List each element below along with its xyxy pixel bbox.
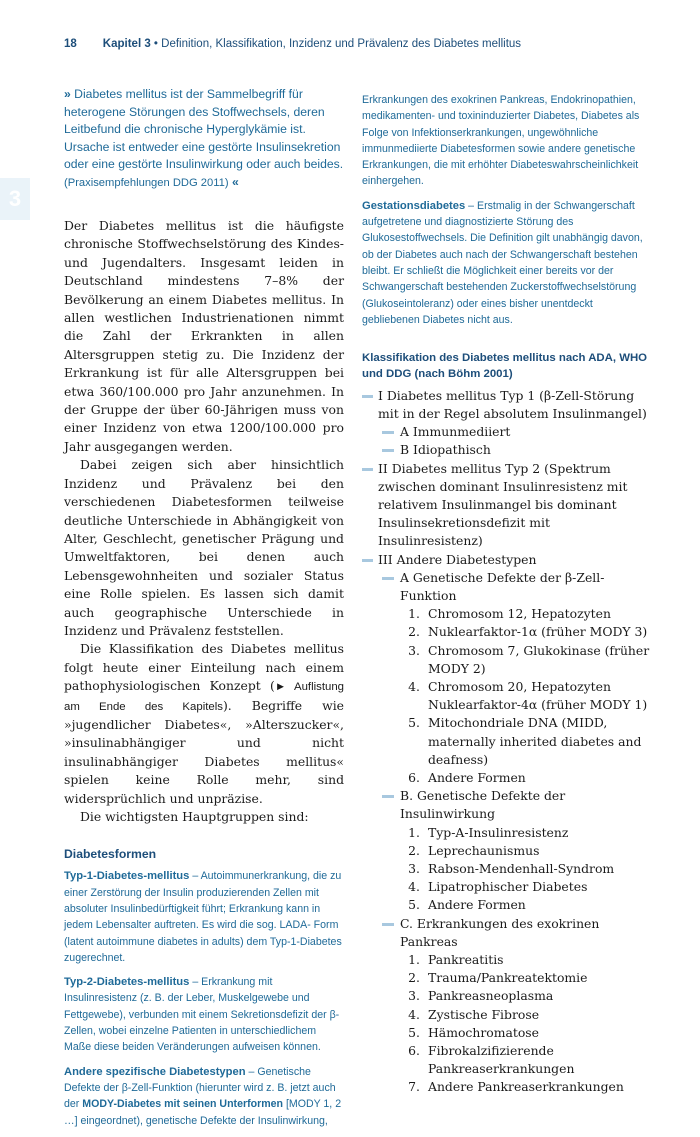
item-text: Pankreasneoplasma bbox=[428, 988, 554, 1004]
paragraph-1: Der Diabetes mellitus ist die häufigste chronische Stoffwechselstörung des Kindes- und Jugendalters. Insgesamt leiden in Deutschland mindestens 7–8% der Bevölkerung an einem Diabetes mellitus. In allen westlichen Industrienationen nimmt die Zahl der Erkrankten in allen Altersgruppen stetig zu. Die Inzidenz der Erkrankung ist für alle Altersgruppen bei etwa 360/100.000 pro Jahr anzunehmen. In der Gruppe der über 60-Jährigen muss von einer Inzidenz von etwa 1200/100.000 pro Jahr ausgegangen werden. bbox=[64, 218, 344, 454]
intro-citation: (Praxisempfehlungen DDG 2011) bbox=[64, 176, 229, 189]
intro-text: Diabetes mellitus ist der Sammelbegriff für heterogene Störungen des Stoffwechsels, deren Leitbefund die chronische Hyperglykämie ist. Ursache ist entweder eine gestörte Insulinsekretion oder eine gestörte Insulinwirkung oder auch beides. bbox=[64, 87, 344, 171]
item-text: Rabson-Mendenhall-Syndrom bbox=[428, 861, 615, 877]
item-text: Zystische Fibrose bbox=[428, 1006, 540, 1022]
klassifikation-list bbox=[362, 387, 652, 1097]
diabetesformen-heading: Diabetesformen bbox=[64, 847, 157, 862]
item-text: Chromosom 7, Glukokinase (früher MODY 2) bbox=[428, 642, 650, 676]
item-text: Andere Formen bbox=[428, 770, 526, 786]
item-number: 5. bbox=[408, 897, 420, 913]
list-item: II Diabetes mellitus Typ 2 (Spektrum zwischen dominant Insulinresistenz mit relativem Insulinmangel bis dominant Insulinsekretionsdefizit mit Insulinresistenz) bbox=[362, 460, 652, 551]
item-number: 2. bbox=[408, 624, 420, 640]
item-text: Leprechaunismus bbox=[428, 842, 540, 858]
numbered-list-item bbox=[362, 605, 652, 623]
intro-definition bbox=[64, 86, 344, 192]
item-text: Hämochromatose bbox=[428, 1024, 539, 1040]
typ2-definition: Typ-2-Diabetes-mellitus – Erkrankung mit Insulinresistenz (z. B. der Leber, Muskelgewebe und Fettgewebe), verbunden mit einem Sekretionsdefizit der β-Zellen, wobei einzelne Patienten in unterschiedlichem Maße diese beiden Veränderungen aufweisen können. bbox=[64, 976, 340, 1054]
numbered-list-item bbox=[362, 642, 652, 678]
item-text: Typ-A-Insulinresistenz bbox=[428, 824, 569, 840]
typ1-definition: Typ-1-Diabetes-mellitus – Autoimmunerkrankung, die zu einer Zerstörung der Insulin produzierenden Zellen mit absoluter Insulinbedürftigkeit führt; Erkrankung kann in jedem Lebensalter auftreten. Es wird die sog. LADA- Form (latent autoimmune diabetes in adults) dem Typ-1-Diabetes zugerechnet. bbox=[64, 870, 342, 964]
klassifikation-heading: Klassifikation des Diabetes mellitus nach ADA, WHO und DDG (nach Böhm 2001) bbox=[362, 352, 648, 381]
item-number: 2. bbox=[408, 842, 420, 858]
numbered-list-item bbox=[362, 987, 652, 1005]
item-number: 5. bbox=[408, 1024, 420, 1040]
numbered-list-item bbox=[362, 842, 652, 860]
numbered-list-item bbox=[362, 623, 652, 641]
item-text: Chromosom 20, Hepatozyten Nuklearfaktor-4α (früher MODY 1) bbox=[428, 679, 648, 713]
item-text: Nuklearfaktor-1α (früher MODY 3) bbox=[428, 624, 648, 640]
numbered-list-item bbox=[362, 769, 652, 787]
item-number: 1. bbox=[408, 606, 420, 622]
list-item: I Diabetes mellitus Typ 1 (β-Zell-Störung mit in der Regel absolutem Insulinmangel) bbox=[362, 387, 652, 423]
item-number: 3. bbox=[408, 642, 420, 658]
numbered-list-item bbox=[362, 1042, 652, 1078]
item-number: 2. bbox=[408, 970, 420, 986]
numbered-list-item bbox=[362, 1024, 652, 1042]
item-text: Andere Pankreaserkrankungen bbox=[428, 1079, 624, 1095]
item-text: Andere Formen bbox=[428, 897, 526, 913]
numbered-list-item bbox=[362, 969, 652, 987]
chapter-side-tab: 3 bbox=[0, 178, 30, 220]
list-item: A Immunmediiert bbox=[362, 423, 652, 441]
list-item: B. Genetische Defekte der Insulinwirkung bbox=[362, 787, 652, 823]
close-quote-mark: « bbox=[228, 174, 239, 189]
chapter-list-reference-link[interactable]: ► Auflistung am Ende des Kapitels bbox=[64, 681, 344, 713]
list-item: B Idiopathisch bbox=[362, 441, 652, 459]
item-text: Lipatrophischer Diabetes bbox=[428, 879, 588, 895]
open-quote-mark: » bbox=[64, 87, 71, 101]
numbered-list-item bbox=[362, 1078, 652, 1096]
running-header bbox=[64, 38, 521, 50]
gestationsdiabetes-definition: Gestationsdiabetes – Erstmalig in der Schwangerschaft aufgetretene und diagnostizierte Störung des Glukosestoffwechsels. Die Definition gilt unabhängig davon, ob der Diabetes auch nach der Schwangerschaft bestehen bleibt. Er schließt die Möglichkeit einer bereits vor der Schwangerschaft bestehenden Zuckerstoffwechselstörung (Glukoseintoleranz) oder eines bisher unentdeckt gebliebenen Diabetes nicht aus. bbox=[362, 199, 643, 326]
numbered-list-item bbox=[362, 951, 652, 969]
numbered-list-item bbox=[362, 824, 652, 842]
left-column bbox=[64, 86, 344, 1137]
chapter-title: • Definition, Klassifikation, Inzidenz und Prävalenz des Diabetes mellitus bbox=[150, 38, 522, 50]
spezifische-typen-definition: Andere spezifische Diabetestypen – Genetische Defekte der β-Zell-Funktion (hierunter wird z. B. jetzt auch der MODY-Diabetes mit seinen Unterformen [MODY 1, 2 …] eingeordnet), genetische Defekte der Insulinwirkung, bbox=[64, 1065, 342, 1127]
list-item: C. Erkrankungen des exokrinen Pankreas bbox=[362, 915, 652, 951]
item-number: 1. bbox=[408, 824, 420, 840]
page-number: 18 bbox=[64, 38, 77, 50]
item-number: 6. bbox=[408, 770, 420, 786]
item-number: 4. bbox=[408, 1006, 420, 1022]
numbered-list-item bbox=[362, 860, 652, 878]
numbered-list-item bbox=[362, 896, 652, 914]
item-number: 3. bbox=[408, 988, 420, 1004]
chapter-label: Kapitel 3 bbox=[102, 38, 151, 50]
numbered-list-item bbox=[362, 714, 652, 769]
item-number: 4. bbox=[408, 879, 420, 895]
list-item: III Andere Diabetestypen bbox=[362, 551, 652, 569]
list-item: A Genetische Defekte der β-Zell-Funktion bbox=[362, 569, 652, 605]
item-text: Chromosom 12, Hepatozyten bbox=[428, 606, 611, 622]
numbered-list-item bbox=[362, 678, 652, 714]
item-number: 3. bbox=[408, 861, 420, 877]
paragraph-3: Die Klassifikation des Diabetes mellitus folgt heute einer Einteilung nach einem pathophysiologischen Konzept (► Auflistung am Ende des Kapitels). Begriffe wie »jugendlicher Diabetes«, »Alterszucker«, »insulinabhängiger und nicht insulinabhängiger Diabetes mellitus« spielen keine Rolle mehr, sind widersprüchlich und unpräzise. bbox=[64, 641, 344, 806]
numbered-list-item bbox=[362, 878, 652, 896]
paragraph-4: Die wichtigsten Hauptgruppen sind: bbox=[80, 809, 309, 824]
item-number: 4. bbox=[408, 679, 420, 694]
numbered-list-item bbox=[362, 1006, 652, 1024]
item-text: Fibrokalzifizierende Pankreaserkrankungen bbox=[428, 1043, 575, 1077]
item-text: Mitochondriale DNA (MIDD, maternally inherited diabetes and deafness) bbox=[428, 715, 642, 767]
spezifische-typen-continued: Erkrankungen des exokrinen Pankreas, Endokrinopathien, medikamenten- und toxininduzierter Diabetes, Diabetes als Folge von Infektionserkrankungen, ungewöhnliche immunmediierte Diabetesformen sowie andere genetische Erkrankungen, die mit erhöhter Diabeteswahrscheinlichkeit einhergehen. bbox=[362, 94, 640, 188]
item-number: 6. bbox=[408, 1043, 420, 1059]
item-number: 1. bbox=[408, 952, 420, 968]
item-text: Trauma/Pankreatektomie bbox=[428, 970, 588, 986]
right-column bbox=[362, 92, 652, 1097]
paragraph-2: Dabei zeigen sich aber hinsichtlich Inzidenz und Prävalenz bei den verschiedenen Diabetesformen teilweise deutliche Unterschiede in Abhängigkeit von Alter, Geschlecht, genetischer Prägung und Umweltfaktoren, bei denen auch Lebensgewohnheiten und sozialer Status eine Rolle spielen. Es lassen sich damit auch geographische Unterschiede in Inzidenz und Prävalenz feststellen. bbox=[64, 457, 344, 638]
item-text: Pankreatitis bbox=[428, 952, 504, 968]
item-number: 7. bbox=[408, 1079, 420, 1095]
item-number: 5. bbox=[408, 715, 420, 731]
